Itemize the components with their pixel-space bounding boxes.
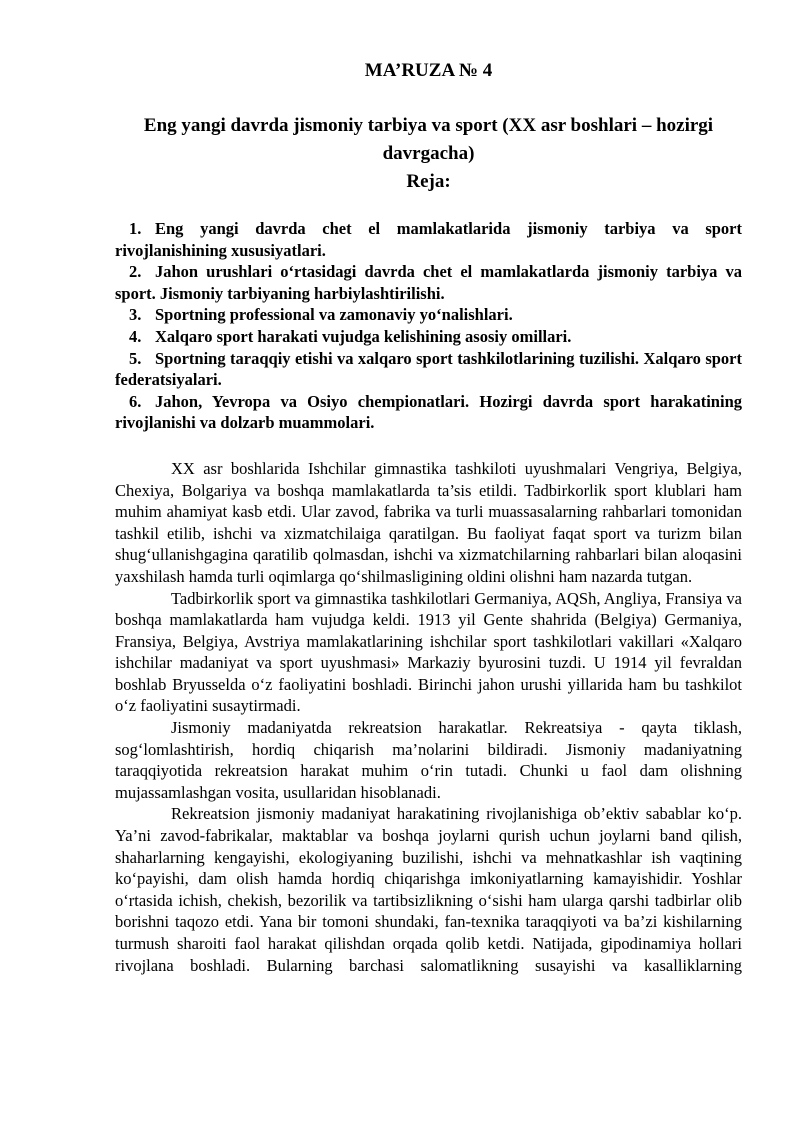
plan-item bbox=[115, 348, 742, 391]
plan-item-number: 6. bbox=[129, 391, 142, 411]
plan-item-number: 1. bbox=[129, 219, 142, 238]
plan-item-text: Xalqaro sport harakati vujudga kelishining asosiy omillari. bbox=[155, 326, 572, 346]
plan-heading: Reja: bbox=[406, 171, 451, 192]
plan-item bbox=[115, 391, 742, 434]
body-paragraph: Tadbirkorlik sport va gimnastika tashkilotlari Germaniya, AQSh, Angliya, Fransiya va boshqa mamlakatlarda ham vujudga keldi. 1913 yil Gente shahrida (Belgiya) Germaniya, Fransiya, Belgiya, Avstriya mamlakatlarining ishchilar sport tashkilotlari vakillari «Xalqaro ishchilar madaniyat va sport uyushmasi» Markaziy byurosini tuzdi. U 1914 yil fevraldan boshlab Bryusselda o‘z faoliyatini boshladi. Birinchi jahon urushi yillarida ham bu tashkilot o‘z faoliyatini susaytirmadi. bbox=[115, 588, 742, 716]
plan-item bbox=[115, 218, 742, 261]
plan-item-text: Jahon urushlari o‘rtasidagi davrda chet el mamlakatlarda jismoniy tarbiya va sport. Jismoniy tarbiyaning harbiylashtirilishi. bbox=[115, 262, 742, 303]
body-paragraph: Rekreatsion jismoniy madaniyat harakatining rivojlanishiga ob’ektiv sabablar ko‘p. Ya’ni zavod-fabrikalar, maktablar va boshqa joylarni qurish uchun joylarni band qilish, shaharlarning kengayishi, ekologiyaning buzilishi, ishchi va mehnatkashlar ish vaqtining ko‘payishi, dam olish hamda hordiq chiqarishga imkoniyatlarning kamayishidir. Yoshlar o‘rtasida ichish, chekish, bezorilik va tartibsizlikning o‘sishi ham ularga qarshi tadbirlar olib borishni taqozo etdi. Yana bir tomoni shundaki, fan-texnika taraqqiyoti va ba’zi kishilarning turmush sharoiti faol harakat qilishdan orqada qolib ketdi. Natijada, gipodinamiya hollari rivojlana boshladi. Bularning barchasi salomatlikning susayishi va kasalliklarning bbox=[115, 804, 742, 975]
document-page bbox=[115, 58, 742, 976]
plan-item-number: 5. bbox=[129, 348, 142, 368]
plan-item-text: Eng yangi davrda chet el mamlakatlarida jismoniy tarbiya va sport rivojlanishining xususiyatlari. bbox=[115, 219, 742, 260]
plan-list bbox=[115, 218, 742, 434]
plan-item bbox=[115, 326, 742, 348]
page-title: Eng yangi davrda jismoniy tarbiya va sport (XX asr boshlari – hozirgi davrgacha) bbox=[143, 115, 714, 164]
plan-item-text: Sportning professional va zamonaviy yo‘nalishlari. bbox=[155, 305, 513, 325]
body-paragraph: XX asr boshlarida Ishchilar gimnastika tashkiloti uyushmalari Vengriya, Belgiya, Chexiya, Bolgariya va boshqa mamlakatlarda ta’sis etildi. Tadbirkorlik sport klublari ham muhim ahamiyat kasb etdi. Ular zavod, fabrika va turli muassasalarning rahbarlari tomonidan tashkil etilib, ishchi va xizmatchilaiga qaratilgan. Bu faoliyat faqat sport va turizm bilan shug‘ullanishgagina qaratilib qolmasdan, ishchi va xizmatchilarning rahbarlari bilan aloqasini yaxshilash hamda turli oqimlarga qo‘shilmasligining oldini olishni ham nazarda tutgan. bbox=[115, 458, 742, 586]
plan-item-text: Jahon, Yevropa va Osiyo chempionatlari. Hozirgi davrda sport harakatining rivojlanishi va dolzarb muammolari. bbox=[115, 391, 742, 433]
plan-item-number: 2. bbox=[129, 262, 142, 282]
lecture-number: MA’RUZA № 4 bbox=[364, 60, 493, 81]
body-paragraph: Jismoniy madaniyatda rekreatsion harakatlar. Rekreatsiya - qayta tiklash, sog‘lomlashtirish, hordiq chiqarish ma’nolarini bildiradi. Jismoniy madaniyatning taraqqiyotida rekreatsion harakat muhim o‘rin tutadi. Chunki u faol dam olishning mujassamlashgan vosita, usullaridan hisoblanadi. bbox=[115, 718, 742, 802]
plan-item-number: 4. bbox=[129, 326, 142, 346]
plan-item-text: Sportning taraqqiy etishi va xalqaro sport tashkilotlarining tuzilishi. Xalqaro sport federatsiyalari. bbox=[115, 348, 742, 390]
plan-item bbox=[115, 261, 742, 304]
body-text bbox=[115, 458, 742, 976]
plan-item bbox=[115, 304, 742, 326]
plan-item-number: 3. bbox=[129, 305, 142, 325]
